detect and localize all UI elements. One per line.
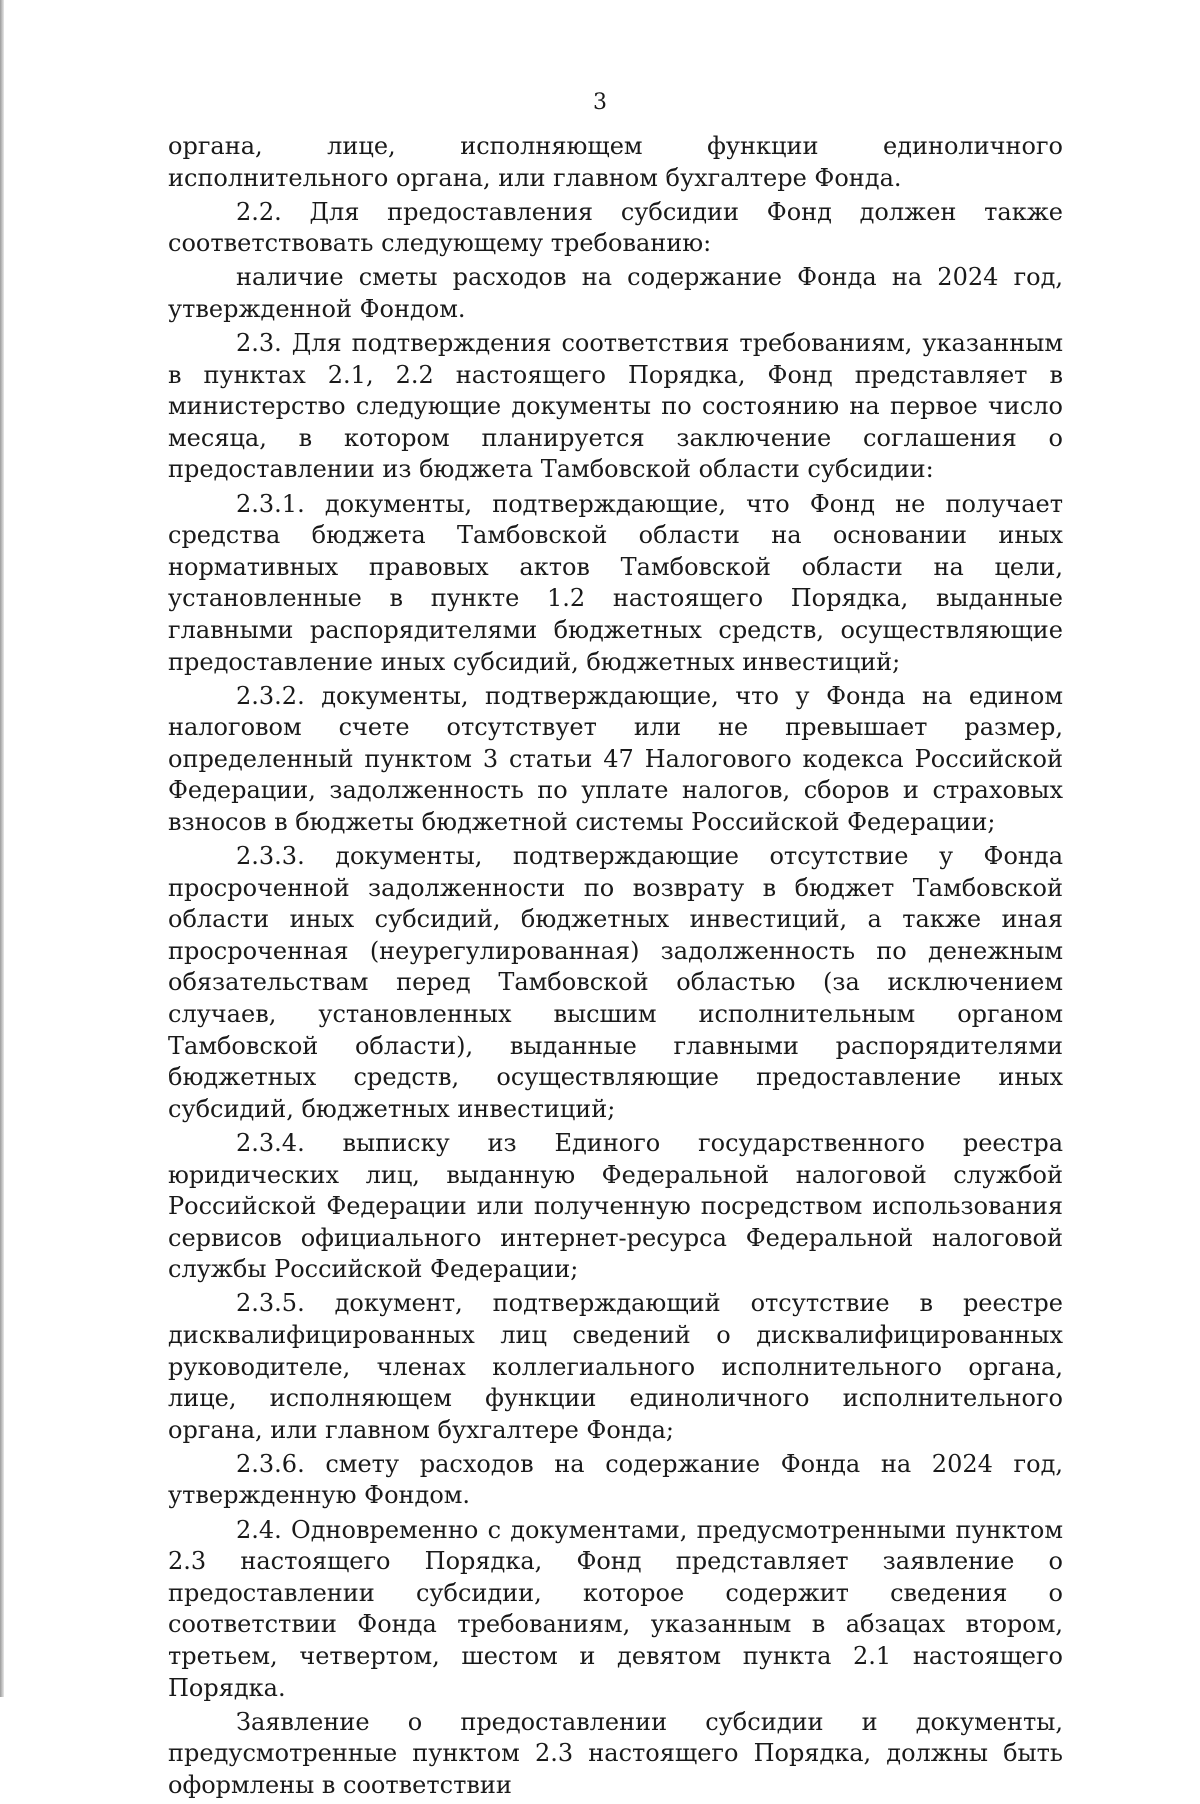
page-number: 3 <box>593 90 607 115</box>
paragraph-2-3-5: 2.3.5. документ, подтверждающий отсутствие в реестре дисквалифицированных лиц сведений о дисквалифицированных руководителе, членах коллегиального исполнительного органа, лице, исполняющем функции единоличного исполнительного органа, или главном бухгалтере Фонда; <box>168 1289 1063 1444</box>
paragraph-continuation: органа, лице, исполняющем функции единоличного исполнительного органа, или главном бухгалтере Фонда. <box>168 132 1063 192</box>
document-body <box>168 131 1063 1804</box>
paragraph-2-3-4: 2.3.4. выписку из Единого государственного реестра юридических лиц, выданную Федеральной налоговой службой Российской Федерации или полученную посредством использования сервисов официального интернет-ресурса Федеральной налоговой службы Российской Федерации; <box>168 1128 1063 1284</box>
paragraph-2-3: 2.3. Для подтверждения соответствия требованиям, указанным в пунктах 2.1, 2.2 настоящего Порядка, Фонд представляет в министерство следующие документы по состоянию на первое число месяца, в котором планируется заключение соглашения о предоставлении из бюджета Тамбовской области субсидии: <box>168 329 1063 484</box>
paragraph-2-3-2: 2.3.2. документы, подтверждающие, что у Фонда на едином налоговом счете отсутствует или не превышает размер, определенный пунктом 3 статьи 47 Налогового кодекса Российской Федерации, задолженность по уплате налогов, сборов и страховых взносов в бюджеты бюджетной системы Российской Федерации; <box>168 681 1063 836</box>
paragraph-application: Заявление о предоставлении субсидии и документы, предусмотренные пунктом 2.3 настоящего Порядка, должны быть оформлены в соответствии <box>168 1707 1063 1799</box>
paragraph-2-3-3: 2.3.3. документы, подтверждающие отсутствие у Фонда просроченной задолженности по возврату в бюджет Тамбовской области иных субсидий, бюджетных инвестиций, а также иная просроченная (неурегулированная) задолженность по денежным обязательствам перед Тамбовской областью (за исключением случаев, установленных высшим исполнительным органом Тамбовской области), выданные главными распорядителями бюджетных средств, осуществляющие предоставление иных субсидий, бюджетных инвестиций; <box>168 842 1063 1123</box>
paragraph-2-3-1: 2.3.1. документы, подтверждающие, что Фонд не получает средства бюджета Тамбовской области на основании иных нормативных правовых актов Тамбовской области на цели, установленные в пункте 1.2 настоящего Порядка, выданные главными распорядителями бюджетных средств, осуществляющие предоставление иных субсидий, бюджетных инвестиций; <box>168 489 1063 676</box>
paragraph-2-2: 2.2. Для предоставления субсидии Фонд должен также соответствовать следующему требованию: <box>168 197 1063 258</box>
paragraph-requirement: наличие сметы расходов на содержание Фонда на 2024 год, утвержденной Фондом. <box>168 263 1063 323</box>
paragraph-2-4: 2.4. Одновременно с документами, предусмотренными пунктом 2.3 настоящего Порядка, Фонд представляет заявление о предоставлении субсидии, которое содержит сведения о соответствии Фонда требованиям, указанным в абзацах втором, третьем, четвертом, шестом и девятом пункта 2.1 настоящего Порядка. <box>168 1515 1063 1702</box>
scan-edge <box>0 0 4 1697</box>
paragraph-2-3-6: 2.3.6. смету расходов на содержание Фонда на 2024 год, утвержденную Фондом. <box>168 1449 1063 1510</box>
